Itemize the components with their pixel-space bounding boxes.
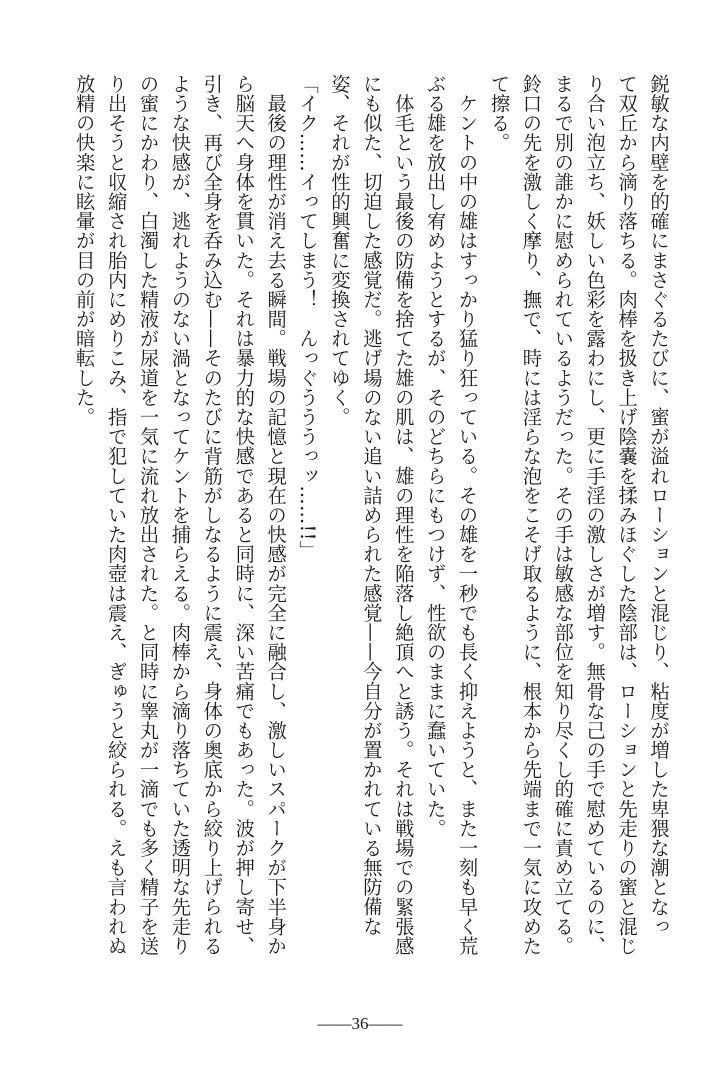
page-number: ——36—— <box>317 1014 403 1033</box>
text-line: 姿、それが性的興奮に変換されてゆく。 <box>327 74 351 427</box>
text-line: ような快感が、逃れようのない渦となってケントを捕らえる。肉棒から滴り落ちていた透明な先走り <box>168 74 192 956</box>
text-line: ら脳天へ身体を貫いた。それは暴力的な快感であると同時に、深い苦痛でもあった。波が押し寄せ、 <box>232 74 256 956</box>
text-line: 鈴口の先を激しく摩り、撫で、時には淫らな泡をこそげ取るように、根本から先端まで一気に攻めた <box>519 74 543 956</box>
text-line: て双丘から滴り落ちる。肉棒を扱き上げ陰嚢を揉みほぐした陰部は、ローションと先走りの蜜と混じ <box>615 74 639 956</box>
text-line: り合い泡立ち、妖しい色彩を露わにし、更に手淫の激しさが増す。無骨な己の手で慰めているのに、 <box>583 74 607 956</box>
text-line: 最後の理性が消え去る瞬間。戦場の記憶と現在の快感が完全に融合し、激しいスパークが下半身か <box>264 74 288 956</box>
dialogue-line: 「イク……イってしまう！ んっぐうううっッ……!!」 <box>296 74 320 561</box>
text-line: 引き、再び全身を呑み込む——そのたびに背筋がしなるように震え、身体の奥底から絞り上げられる <box>200 74 224 956</box>
vertical-text-body <box>68 74 674 984</box>
text-line: 鋭敏な内壁を的確にまさぐるたびに、蜜が溢れローションと混じり、粘度が増した卑猥な潮となっ <box>647 74 670 936</box>
text-line: ケントの中の雄はすっかり猛り狂っている。その雄を一秒でも長く抑えようと、また一刻も早く荒 <box>455 74 479 956</box>
text-line: にも似た、切迫した感覚だ。逃げ場のない追い詰められた感覚——今自分が置かれている無防備な <box>359 74 383 936</box>
text-line: の蜜にかわり、白濁した精液が尿道を一気に流れ放出された。と同時に睾丸が一滴でも多く精子を送 <box>136 74 160 956</box>
text-line: まるで別の誰かに慰められているようだった。その手は敏感な部位を知り尽くし的確に責め立てる。 <box>551 74 575 956</box>
text-line: ぶる雄を放出し宥めようとするが、そのどちらにもつけず、性欲のままに蠢いていた。 <box>423 74 447 839</box>
text-line: て擦る。 <box>487 74 511 153</box>
text-line: 体毛という最後の防備を捨てた雄の肌は、雄の理性を陥落し絶頂へと誘う。それは戦場での緊張感 <box>391 74 415 956</box>
text-line: 放精の快楽に眩暈が目の前が暗転した。 <box>72 74 96 427</box>
text-line: り出そうと収縮され胎内にめりこみ、指で犯していた肉壺は震え、ぎゅうと絞られる。えも言われぬ <box>104 74 128 956</box>
